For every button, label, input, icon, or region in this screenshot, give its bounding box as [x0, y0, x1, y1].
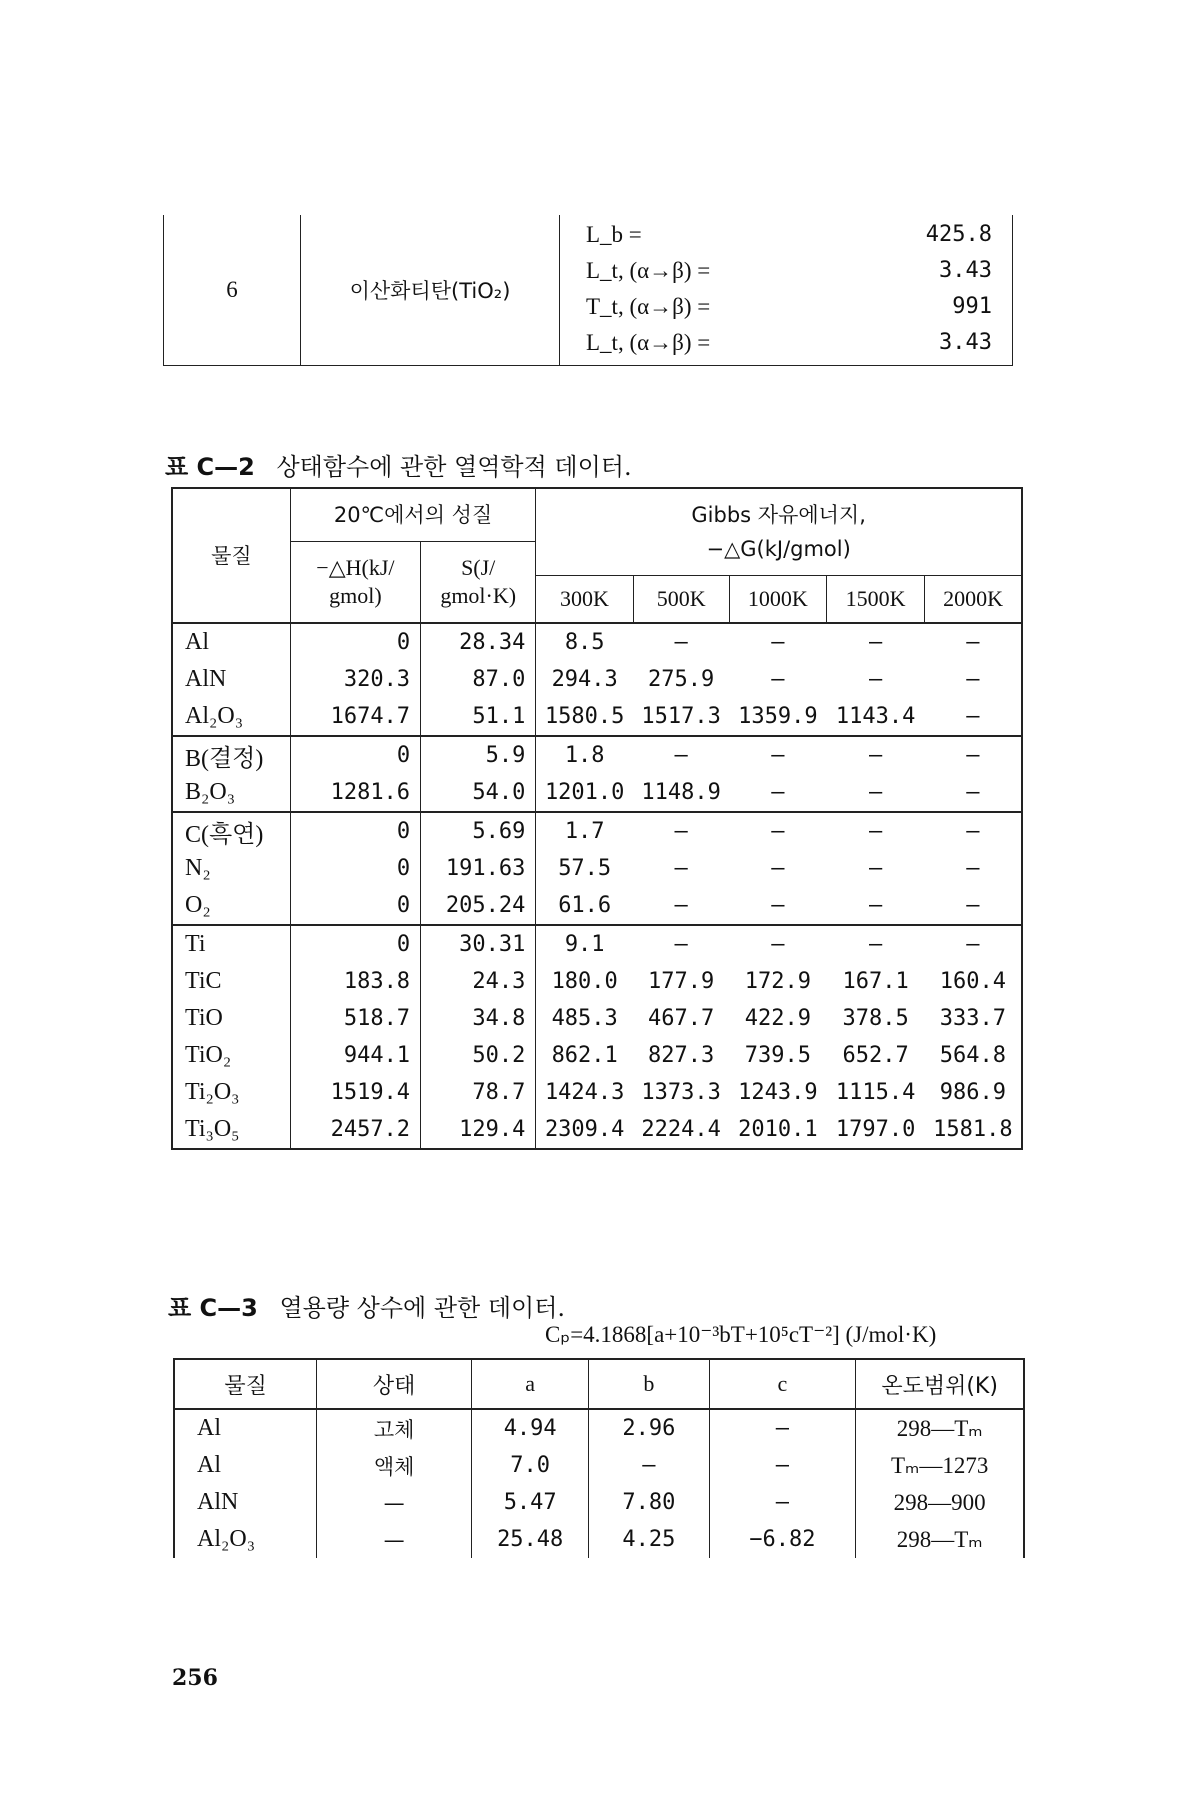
- property-value: 3.43: [939, 258, 992, 283]
- entropy-value: 50.2: [421, 1037, 536, 1074]
- gibbs-value: 57.5: [536, 850, 633, 887]
- gibbs-value: 1580.5: [536, 698, 633, 736]
- gibbs-value: —: [925, 736, 1022, 774]
- gibbs-value: 422.9: [744, 1006, 811, 1031]
- gibbs-value: —: [966, 856, 980, 881]
- gibbs-value: —: [826, 623, 924, 661]
- data-cell: 5.47: [472, 1484, 589, 1521]
- header-temp-1500k: 1500K: [826, 575, 924, 623]
- gibbs-unit: −△G(kJ/gmol): [706, 536, 851, 561]
- gibbs-value: —: [633, 623, 729, 661]
- table-row: [174, 1521, 1024, 1558]
- property-line: [560, 289, 1012, 325]
- data-cell: —: [317, 1521, 472, 1558]
- header-cell: c: [709, 1359, 856, 1409]
- gibbs-value: —: [729, 623, 826, 661]
- gibbs-value: 1424.3: [536, 1074, 633, 1111]
- gibbs-value: —: [633, 925, 729, 963]
- table-row: [174, 1447, 1024, 1484]
- gibbs-value: —: [729, 925, 826, 963]
- material-name: TiO₂: [185, 1042, 232, 1068]
- property-label: L_t, (α→β) =: [586, 330, 711, 355]
- entropy-value: 34.8: [421, 1000, 536, 1037]
- gibbs-value: —: [868, 780, 883, 805]
- table-row: [172, 623, 1022, 661]
- header-delta-h: −△H(kJ/ gmol): [290, 542, 420, 624]
- gibbs-value: —: [826, 736, 924, 774]
- gibbs-value: 177.9: [648, 969, 715, 994]
- table-row: [172, 1000, 1022, 1037]
- table-c3-caption: [168, 1288, 565, 1323]
- enthalpy-value: 1674.7: [290, 698, 420, 736]
- material-name: AlN: [197, 1489, 239, 1515]
- gibbs-value: —: [966, 704, 980, 729]
- gibbs-value: 333.7: [939, 1006, 1006, 1031]
- gibbs-value: 2224.4: [641, 1117, 721, 1142]
- gibbs-value: 986.9: [939, 1080, 1006, 1105]
- gibbs-value: 1148.9: [641, 780, 721, 805]
- gibbs-value: —: [868, 893, 883, 918]
- gibbs-value: —: [925, 623, 1022, 661]
- material-name: Al: [172, 623, 290, 661]
- header-gibbs-group: [536, 488, 1022, 575]
- property-line: [560, 253, 1012, 289]
- substance-name: 이산화티탄(TiO₂): [301, 215, 560, 366]
- gibbs-value: 294.3: [536, 661, 633, 698]
- header-cell: b: [589, 1359, 709, 1409]
- data-cell: 298—Tₘ: [856, 1409, 1024, 1447]
- entropy-value: 28.34: [421, 623, 536, 661]
- material-name: Al₂O₃: [185, 703, 244, 729]
- table-row: [172, 1111, 1022, 1149]
- entropy-value: 191.63: [421, 850, 536, 887]
- gibbs-value: 1517.3: [641, 704, 721, 729]
- header-material: 물질: [172, 488, 290, 623]
- enthalpy-value: 0: [290, 887, 420, 925]
- gibbs-value: —: [729, 812, 826, 850]
- property-value: 425.8: [925, 222, 992, 247]
- gibbs-value: —: [633, 812, 729, 850]
- material-name: B₂O₃: [185, 779, 236, 805]
- material-name: B(결정): [172, 736, 290, 774]
- property-line: [560, 325, 1012, 361]
- property-label: L_b =: [586, 222, 642, 247]
- entropy-value: 5.9: [421, 736, 536, 774]
- gibbs-value: —: [771, 780, 785, 805]
- gibbs-value: 167.1: [842, 969, 909, 994]
- gibbs-value: 739.5: [744, 1043, 811, 1068]
- table-row: [172, 661, 1022, 698]
- entropy-value: 54.0: [421, 774, 536, 812]
- table-row: [172, 812, 1022, 850]
- material-name: AlN: [185, 666, 227, 692]
- gibbs-value: 275.9: [648, 667, 715, 692]
- gibbs-value: 1.8: [536, 736, 633, 774]
- header-temp-500k: 500K: [633, 575, 729, 623]
- data-cell: 고체: [317, 1409, 472, 1447]
- table-c2: [171, 487, 1023, 1150]
- enthalpy-value: 1519.4: [290, 1074, 420, 1111]
- table-row: [172, 850, 1022, 887]
- data-cell: —: [317, 1484, 472, 1521]
- gibbs-value: 172.9: [744, 969, 811, 994]
- entropy-value: 205.24: [421, 887, 536, 925]
- gibbs-value: 1.7: [536, 812, 633, 850]
- table-row: [172, 1074, 1022, 1111]
- gibbs-title: Gibbs 자유에너지,: [691, 502, 866, 527]
- material-name: TiO: [185, 1005, 223, 1031]
- header-entropy: S(J/ gmol·K): [421, 542, 536, 624]
- material-name: Al: [197, 1452, 221, 1478]
- gibbs-value: —: [966, 667, 980, 692]
- gibbs-value: 827.3: [648, 1043, 715, 1068]
- gibbs-value: —: [868, 667, 883, 692]
- table-row: [172, 698, 1022, 736]
- gibbs-value: 1581.8: [933, 1117, 1013, 1142]
- data-cell: 7.0: [472, 1447, 589, 1484]
- table-c2-caption: [165, 447, 632, 482]
- data-cell: −6.82: [709, 1521, 856, 1558]
- gibbs-value: —: [771, 667, 785, 692]
- header-cell: 온도범위(K): [856, 1359, 1024, 1409]
- gibbs-value: —: [868, 856, 883, 881]
- entropy-value: 87.0: [421, 661, 536, 698]
- gibbs-value: 1143.4: [835, 704, 916, 729]
- header-cell: 상태: [317, 1359, 472, 1409]
- caption-text: 열용량 상수에 관한 데이터.: [279, 1294, 566, 1322]
- material-name: O₂: [185, 892, 211, 918]
- enthalpy-value: 0: [290, 812, 420, 850]
- data-cell: —: [589, 1447, 709, 1484]
- table-row: [174, 1409, 1024, 1447]
- property-list: [560, 217, 1012, 361]
- material-name: TiC: [185, 968, 222, 994]
- data-cell: 4.94: [472, 1409, 589, 1447]
- header-temp-300k: 300K: [536, 575, 633, 623]
- table-row: [174, 1484, 1024, 1521]
- gibbs-value: —: [826, 812, 924, 850]
- entropy-value: 24.3: [421, 963, 536, 1000]
- table-row: [172, 774, 1022, 812]
- gibbs-value: —: [771, 856, 785, 881]
- entropy-value: 30.31: [421, 925, 536, 963]
- gibbs-value: 1359.9: [738, 704, 818, 729]
- enthalpy-value: 2457.2: [290, 1111, 420, 1149]
- entropy-value: 78.7: [421, 1074, 536, 1111]
- entropy-value: 5.69: [421, 812, 536, 850]
- gibbs-value: 1373.3: [641, 1080, 721, 1105]
- data-cell: 2.96: [589, 1409, 709, 1447]
- data-cell: 25.48: [472, 1521, 589, 1558]
- property-value: 991: [952, 294, 992, 319]
- header-temp-2000k: 2000K: [925, 575, 1022, 623]
- enthalpy-value: 320.3: [290, 661, 420, 698]
- gibbs-value: —: [674, 893, 688, 918]
- gibbs-value: 564.8: [939, 1043, 1006, 1068]
- gibbs-value: 652.7: [842, 1043, 909, 1068]
- table-row: [172, 887, 1022, 925]
- entropy-value: 51.1: [421, 698, 536, 736]
- gibbs-value: 1243.9: [738, 1080, 818, 1105]
- caption-text: 상태함수에 관한 열역학적 데이터.: [276, 453, 632, 481]
- gibbs-value: 862.1: [536, 1037, 633, 1074]
- gibbs-value: —: [925, 925, 1022, 963]
- enthalpy-value: 183.8: [290, 963, 420, 1000]
- header-cell: a: [472, 1359, 589, 1409]
- property-value: 3.43: [939, 330, 992, 355]
- material-name: Ti₂O₃: [185, 1079, 240, 1105]
- header-temp-1000k: 1000K: [729, 575, 826, 623]
- data-cell: 7.80: [589, 1484, 709, 1521]
- gibbs-value: 180.0: [536, 963, 633, 1000]
- gibbs-value: —: [966, 893, 980, 918]
- table-row: [172, 736, 1022, 774]
- enthalpy-value: 0: [290, 850, 420, 887]
- material-name: Al₂O₃: [197, 1526, 256, 1552]
- gibbs-value: 1115.4: [835, 1080, 916, 1105]
- gibbs-value: —: [966, 780, 980, 805]
- entropy-value: 129.4: [421, 1111, 536, 1149]
- table-c1-continued: [163, 215, 1013, 366]
- gibbs-value: 61.6: [536, 887, 633, 925]
- gibbs-value: 378.5: [842, 1006, 909, 1031]
- property-label: L_t, (α→β) =: [586, 258, 711, 283]
- material-name: N₂: [185, 855, 211, 881]
- data-cell: 액체: [317, 1447, 472, 1484]
- enthalpy-value: 0: [290, 925, 420, 963]
- data-cell: —: [709, 1409, 856, 1447]
- caption-label: 표 C—3: [168, 1294, 258, 1322]
- caption-label: 표 C—2: [165, 453, 255, 481]
- table-row: [172, 963, 1022, 1000]
- property-label: T_t, (α→β) =: [586, 294, 711, 319]
- row-number: 6: [226, 277, 238, 302]
- header-props-group: 20℃에서의 성질: [290, 488, 536, 542]
- table-row: [172, 925, 1022, 963]
- gibbs-value: —: [826, 925, 924, 963]
- enthalpy-value: 518.7: [290, 1000, 420, 1037]
- table-row: [172, 1037, 1022, 1074]
- gibbs-value: 1201.0: [536, 774, 633, 812]
- gibbs-value: —: [771, 893, 785, 918]
- material-name: Ti₃O₅: [185, 1116, 240, 1142]
- material-name: C(흑연): [172, 812, 290, 850]
- material-name: Al: [197, 1415, 221, 1441]
- enthalpy-value: 0: [290, 623, 420, 661]
- enthalpy-value: 944.1: [290, 1037, 420, 1074]
- gibbs-value: —: [674, 856, 688, 881]
- data-cell: 298—Tₘ: [856, 1521, 1024, 1558]
- enthalpy-value: 0: [290, 736, 420, 774]
- material-name: Ti: [172, 925, 290, 963]
- header-cell: 물질: [174, 1359, 317, 1409]
- gibbs-value: 1797.0: [835, 1117, 916, 1142]
- gibbs-value: —: [729, 736, 826, 774]
- gibbs-value: 2309.4: [536, 1111, 633, 1149]
- gibbs-value: 9.1: [536, 925, 633, 963]
- heat-capacity-formula: Cₚ=4.1868[a+10⁻³bT+10⁵cT⁻²] (J/mol·K): [545, 1322, 937, 1347]
- gibbs-value: —: [925, 812, 1022, 850]
- gibbs-value: 8.5: [536, 623, 633, 661]
- gibbs-value: —: [633, 736, 729, 774]
- property-line: [560, 217, 1012, 253]
- page-number: 256: [172, 1665, 218, 1691]
- data-cell: 4.25: [589, 1521, 709, 1558]
- data-cell: —: [709, 1447, 856, 1484]
- data-cell: —: [709, 1484, 856, 1521]
- gibbs-value: 2010.1: [738, 1117, 818, 1142]
- enthalpy-value: 1281.6: [290, 774, 420, 812]
- data-cell: 298—900: [856, 1484, 1024, 1521]
- table-row: [164, 215, 1013, 366]
- gibbs-value: 467.7: [648, 1006, 715, 1031]
- data-cell: Tₘ—1273: [856, 1447, 1024, 1484]
- gibbs-value: 485.3: [536, 1000, 633, 1037]
- gibbs-value: 160.4: [939, 969, 1006, 994]
- table-c3: [173, 1358, 1025, 1558]
